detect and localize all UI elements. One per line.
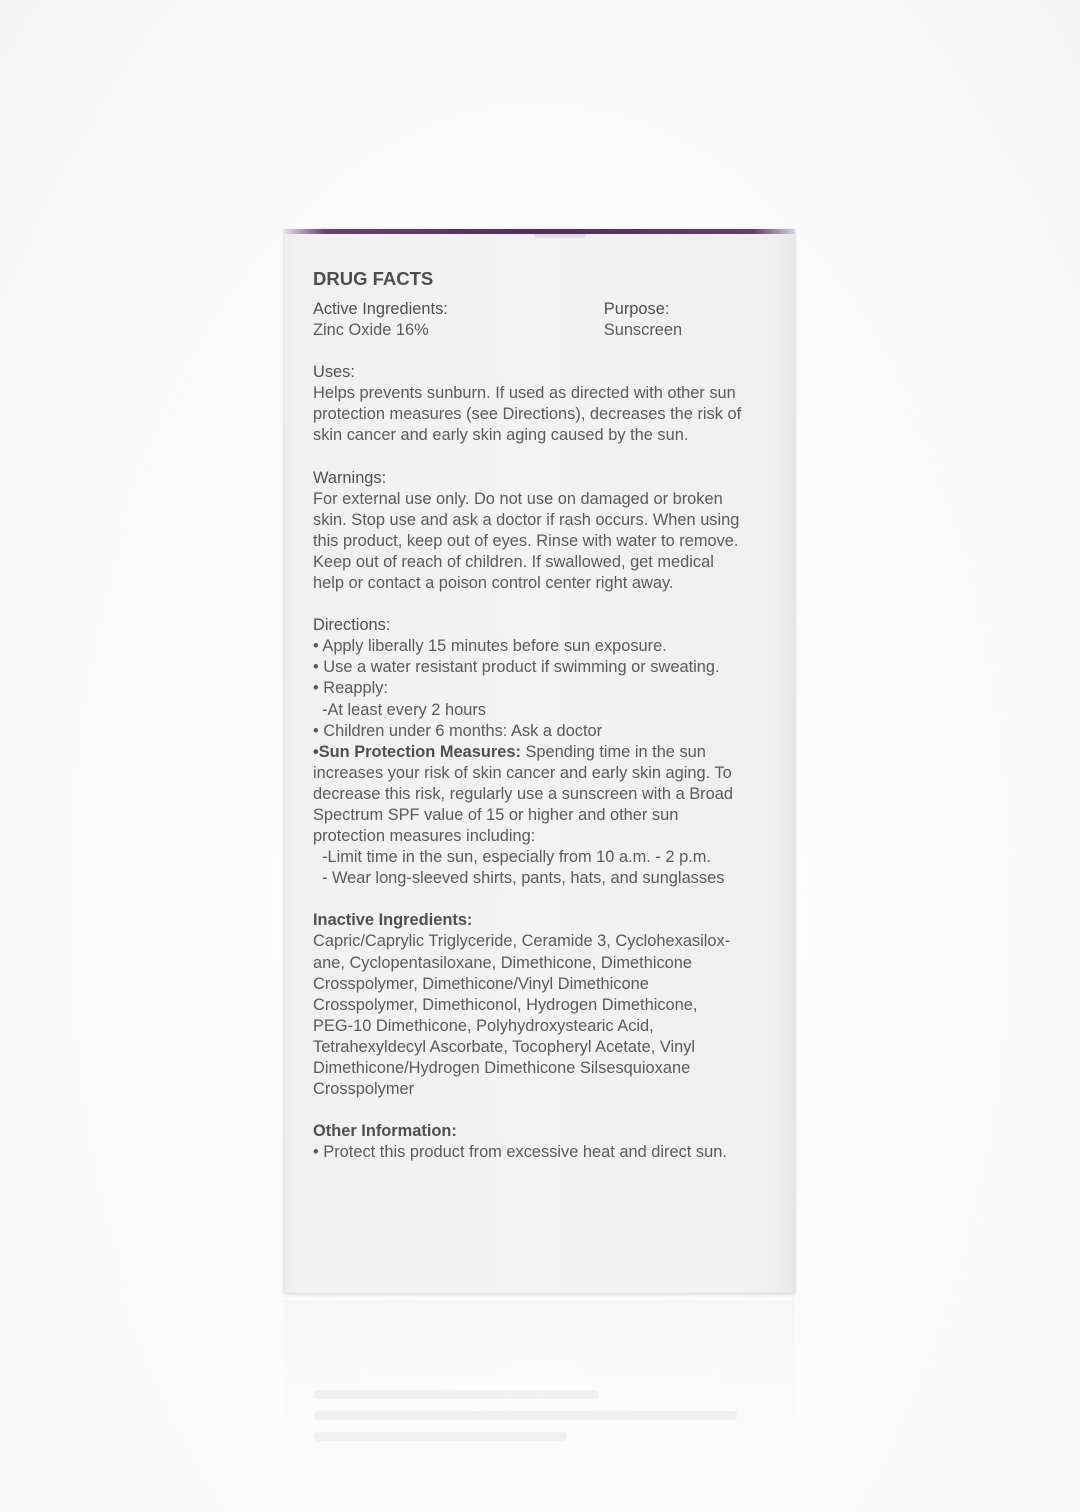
uses-line: Helps prevents sunburn. If used as directed with other sun: [313, 384, 736, 403]
directions-heading: Directions:: [313, 616, 391, 635]
inactive-ingredients-line: ane, Cyclopentasiloxane, Dimethicone, Dimethicone: [313, 953, 693, 972]
spm-subitem: - Wear long-sleeved shirts, pants, hats, and sunglasses: [322, 869, 725, 888]
other-information-heading: Other Information:: [313, 1122, 457, 1141]
box-reflection: [284, 1300, 795, 1512]
spm-line: increases your risk of skin cancer and early skin aging. To: [313, 763, 732, 782]
warnings-line: Keep out of reach of children. If swallowed, get medical: [313, 552, 714, 571]
active-purpose-row: [313, 299, 783, 341]
inactive-ingredients-section: [313, 910, 783, 1100]
directions-bullet: • Apply liberally 15 minutes before sun exposure.: [313, 637, 667, 656]
other-information-section: [313, 1121, 783, 1163]
inactive-ingredients-line: Crosspolymer: [313, 1080, 415, 1099]
drug-facts-title: DRUG FACTS: [313, 268, 434, 289]
directions-bullet: • Children under 6 months: Ask a doctor: [313, 721, 603, 740]
sun-protection-measures-text: Spending time in the sun: [520, 742, 706, 761]
inactive-ingredients-line: PEG-10 Dimethicone, Polyhydroxystearic Acid,: [313, 1016, 654, 1035]
uses-line: protection measures (see Directions), decreases the risk of: [313, 405, 742, 424]
uses-line: skin cancer and early skin aging caused by the sun.: [313, 426, 689, 445]
directions-bullet: • Use a water resistant product if swimming or sweating.: [313, 658, 720, 677]
reapply-subitem: -At least every 2 hours: [322, 700, 486, 719]
uses-section: [313, 362, 783, 446]
spm-subitem: -Limit time in the sun, especially from 10 a.m. - 2 p.m.: [322, 848, 711, 867]
spm-line: Spectrum SPF value of 15 or higher and other sun: [313, 805, 679, 824]
directions-bullet: • Reapply:: [313, 679, 388, 698]
warnings-line: skin. Stop use and ask a doctor if rash occurs. When using: [313, 510, 740, 529]
purpose-column: [604, 299, 783, 341]
reflection-ghost-text: [314, 1390, 774, 1453]
warnings-line: For external use only. Do not use on damaged or broken: [313, 489, 723, 508]
uses-heading: Uses:: [313, 363, 355, 382]
inactive-ingredients-line: Crosspolymer, Dimethiconol, Hydrogen Dimethicone,: [313, 995, 698, 1014]
sun-protection-measures-line: [313, 742, 783, 763]
inactive-ingredients-line: Tetrahexyldecyl Ascorbate, Tocopheryl Acetate, Vinyl: [313, 1037, 696, 1056]
purpose-heading: Purpose:: [603, 300, 670, 318]
other-information-line: • Protect this product from excessive heat and direct sun.: [313, 1143, 727, 1162]
drug-facts-label: [313, 267, 783, 1163]
directions-section: [313, 615, 783, 889]
spm-line: decrease this risk, regularly use a sunscreen with a Broad: [313, 784, 733, 803]
purpose-value: Sunscreen: [603, 321, 683, 340]
sun-protection-measures-label: •Sun Protection Measures:: [313, 742, 521, 761]
warnings-heading: Warnings:: [313, 468, 387, 487]
inactive-ingredients-line: Crosspolymer, Dimethicone/Vinyl Dimethicone: [313, 974, 649, 993]
active-ingredients-column: [313, 299, 604, 341]
warnings-line: help or contact a poison control center right away.: [313, 574, 674, 593]
inactive-ingredients-line: Dimethicone/Hydrogen Dimethicone Silsesquioxane: [313, 1059, 691, 1077]
inactive-ingredients-heading: Inactive Ingredients:: [313, 911, 473, 930]
active-ingredients-heading: Active Ingredients:: [313, 300, 448, 318]
active-ingredient-value: Zinc Oxide 16%: [313, 321, 429, 340]
spm-line: protection measures including:: [313, 827, 536, 846]
box-top-notch: [534, 234, 586, 238]
product-box-side-panel: [284, 229, 795, 1293]
warnings-line: this product, keep out of eyes. Rinse with water to remove.: [313, 531, 739, 550]
inactive-ingredients-line: Capric/Caprylic Triglyceride, Ceramide 3, Cyclohexasilox-: [313, 932, 731, 951]
warnings-section: [313, 468, 783, 595]
